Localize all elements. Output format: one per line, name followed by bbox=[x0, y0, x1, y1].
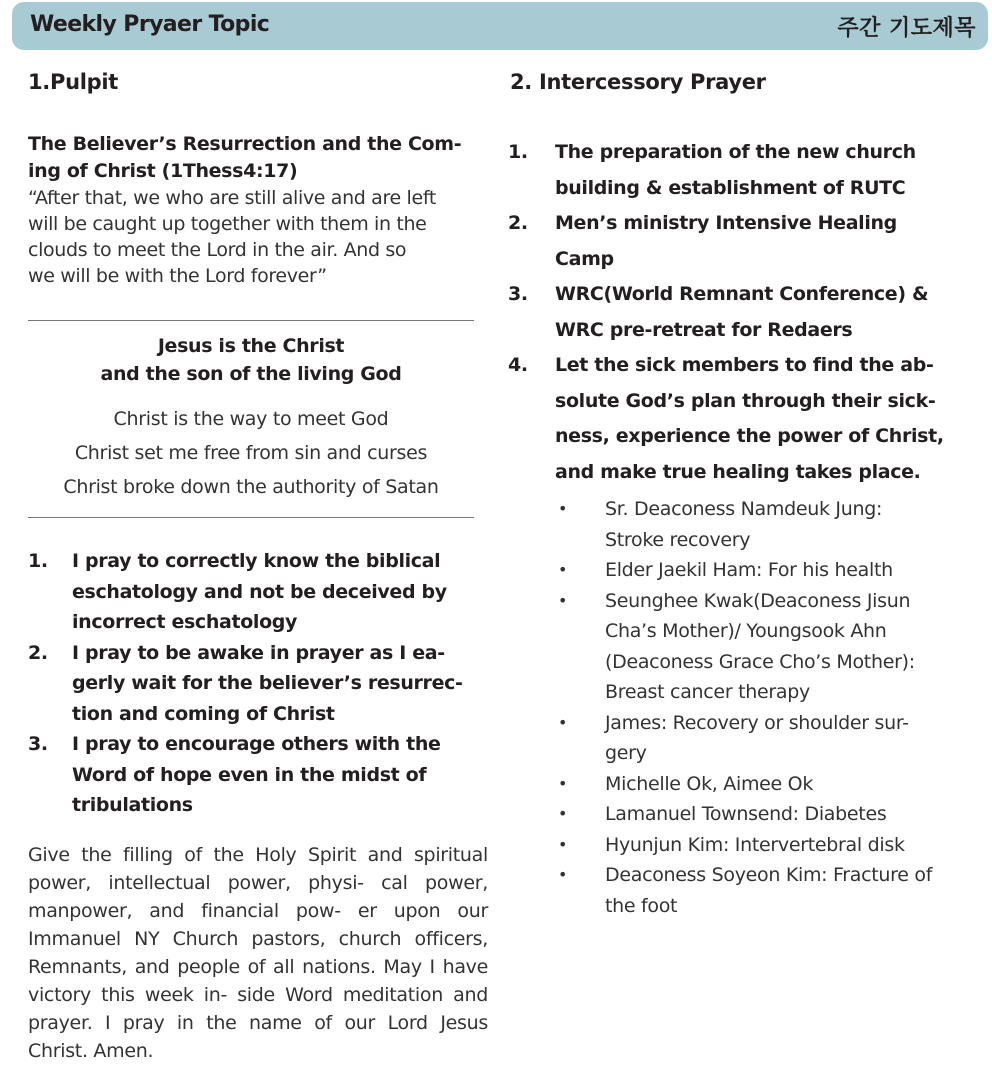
prayer-line: I pray to encourage others with the bbox=[72, 733, 441, 755]
prayer-number: 2. bbox=[28, 641, 48, 664]
sick-member-item bbox=[508, 555, 978, 586]
item-line: Let the sick members to find the ab- bbox=[555, 354, 934, 376]
item-line: The preparation of the new church bbox=[555, 141, 916, 163]
confession-statements bbox=[28, 402, 474, 504]
header-bar bbox=[12, 2, 988, 50]
item-line: Camp bbox=[555, 247, 614, 270]
item-line: ness, experience the power of Christ, bbox=[555, 425, 944, 447]
bullet-icon: • bbox=[558, 865, 568, 884]
intercessory-item bbox=[508, 206, 978, 277]
prayer-number: 3. bbox=[28, 733, 48, 755]
intercessory-item bbox=[508, 348, 978, 490]
page-title: Weekly Pryaer Topic bbox=[30, 12, 270, 37]
prayer-line: incorrect eschatology bbox=[72, 611, 298, 633]
verse-line: will be caught up together with them in the bbox=[28, 213, 427, 235]
divider-top bbox=[28, 320, 474, 321]
item-line: Michelle Ok, Aimee Ok bbox=[605, 772, 814, 795]
prayer-line: Word of hope even in the midst of bbox=[72, 763, 427, 786]
prayer-line: I pray to be awake in prayer as I ea- bbox=[72, 641, 445, 664]
item-line: Deaconess Soyeon Kim: Fracture of bbox=[605, 864, 933, 886]
item-line: Seunghee Kwak(Deaconess Jisun bbox=[605, 589, 911, 612]
prayer-line: gerly wait for the believer’s resurrec- bbox=[72, 672, 463, 694]
divider-bottom bbox=[28, 517, 474, 518]
confession-title bbox=[28, 332, 474, 388]
sick-member-item bbox=[508, 769, 978, 800]
item-line: Cha’s Mother)/ Youngsook Ahn bbox=[605, 620, 887, 642]
confession-title-line: Jesus is the Christ bbox=[157, 335, 345, 357]
verse-line: “After that, we who are still alive and are left bbox=[28, 187, 436, 209]
item-line: solute God’s plan through their sick- bbox=[555, 389, 936, 412]
closing-prayer: Give the filling of the Holy Spirit and spiritual power, intellectual power, physi- cal power, manpower, and financial pow- er upon our Immanuel NY Church pastors, church officers, Remnants, and people of all nations. May I have victory this week in- side Word meditation and prayer. I pray in the name of our Lord Jesus Christ. Amen. bbox=[28, 844, 488, 1062]
item-line: and make true healing takes place. bbox=[555, 460, 921, 483]
item-number: 2. bbox=[508, 212, 528, 234]
confession-line: Christ is the way to meet God bbox=[113, 408, 389, 430]
bullet-icon: • bbox=[558, 804, 568, 823]
sermon-title-line: ing of Christ (1Thess4:17) bbox=[28, 160, 298, 182]
prayer-line: tion and coming of Christ bbox=[72, 702, 335, 725]
bullet-icon: • bbox=[558, 499, 568, 518]
verse-line: we will be with the Lord forever” bbox=[28, 265, 327, 287]
sick-member-item bbox=[508, 799, 978, 830]
prayer-line: tribulations bbox=[72, 794, 193, 816]
pulpit-section-title: 1.Pulpit bbox=[28, 70, 118, 94]
item-line: Sr. Deaconess Namdeuk Jung: bbox=[605, 498, 883, 520]
sick-member-item bbox=[508, 830, 978, 861]
prayer-item bbox=[28, 729, 498, 821]
confession-line: Christ set me free from sin and curses bbox=[74, 442, 428, 464]
prayer-line: eschatology and not be deceived by bbox=[72, 580, 447, 603]
item-line: Lamanuel Townsend: Diabetes bbox=[605, 803, 887, 825]
bullet-icon: • bbox=[558, 773, 568, 793]
sermon-title bbox=[28, 131, 498, 185]
item-line: James: Recovery or shoulder sur- bbox=[605, 711, 909, 734]
prayer-item bbox=[28, 638, 498, 730]
sick-member-item bbox=[508, 494, 978, 555]
sermon-title-line: The Believer’s Resurrection and the Com- bbox=[28, 133, 462, 155]
item-line: gery bbox=[605, 742, 647, 764]
pulpit-prayer-list bbox=[28, 546, 498, 821]
item-line: Hyunjun Kim: Intervertebral disk bbox=[605, 833, 905, 856]
item-line: Breast cancer therapy bbox=[605, 681, 810, 703]
bullet-icon: • bbox=[558, 834, 568, 854]
item-line: building & establishment of RUTC bbox=[555, 176, 906, 199]
bullet-icon: • bbox=[558, 712, 568, 732]
verse-line: clouds to meet the Lord in the air. And so bbox=[28, 239, 407, 261]
prayer-item bbox=[28, 546, 498, 638]
bullet-icon: • bbox=[558, 590, 568, 610]
item-number: 3. bbox=[508, 283, 528, 305]
intercessory-list bbox=[508, 135, 978, 490]
confession-title-line: and the son of the living God bbox=[100, 363, 402, 385]
prayer-number: 1. bbox=[28, 550, 48, 572]
sick-member-item bbox=[508, 708, 978, 769]
item-number: 4. bbox=[508, 354, 528, 376]
item-line: WRC(World Remnant Conference) & bbox=[555, 283, 929, 305]
page-title-korean: 주간 기도제목 bbox=[837, 16, 976, 41]
sick-member-item bbox=[508, 860, 978, 921]
prayer-line: I pray to correctly know the biblical bbox=[72, 550, 441, 572]
item-number: 1. bbox=[508, 141, 528, 163]
scripture-verse bbox=[28, 185, 498, 289]
intercessory-item bbox=[508, 277, 978, 348]
item-line: the foot bbox=[605, 894, 678, 917]
bullet-icon: • bbox=[558, 560, 568, 579]
item-line: (Deaconess Grace Cho’s Mother): bbox=[605, 650, 915, 673]
item-line: WRC pre-retreat for Redaers bbox=[555, 318, 853, 341]
intercessory-section-title: 2. Intercessory Prayer bbox=[510, 70, 766, 94]
sick-member-item bbox=[508, 586, 978, 708]
item-line: Stroke recovery bbox=[605, 528, 751, 551]
item-line: Elder Jaekil Ham: For his health bbox=[605, 559, 893, 581]
item-line: Men’s ministry Intensive Healing bbox=[555, 212, 897, 234]
intercessory-item bbox=[508, 135, 978, 206]
confession-line: Christ broke down the authority of Satan bbox=[63, 476, 439, 498]
sick-members-list bbox=[508, 494, 978, 921]
